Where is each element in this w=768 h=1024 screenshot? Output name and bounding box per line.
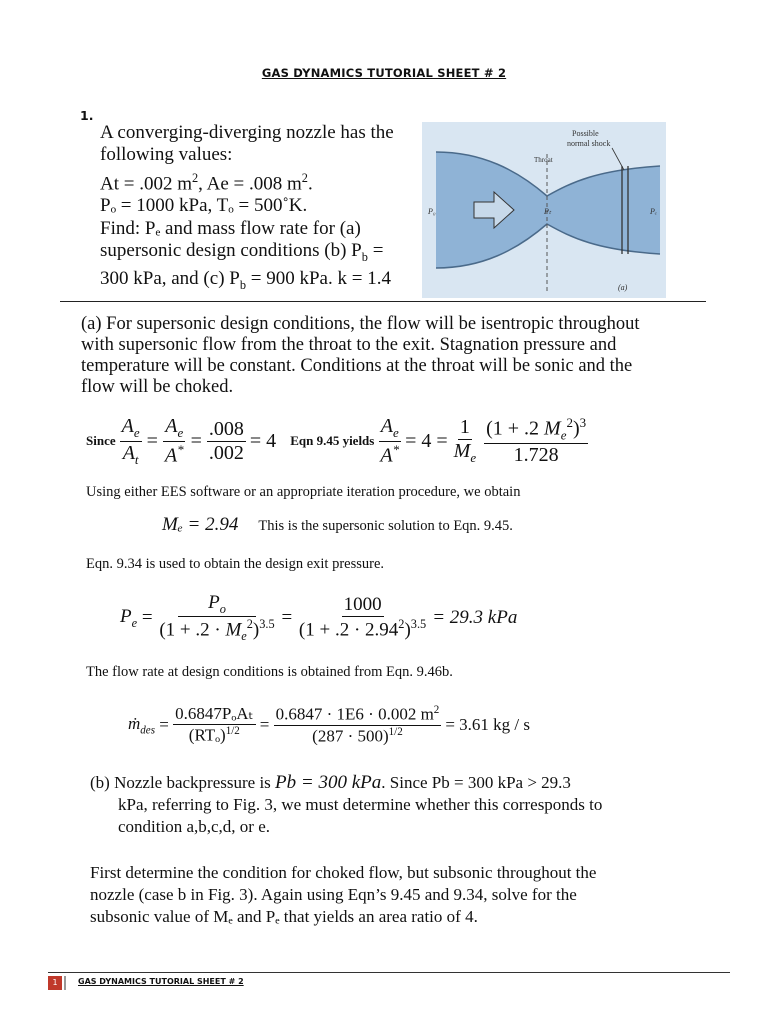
shock-label-2: normal shock	[567, 139, 611, 148]
pe-label: Pₑ	[650, 207, 657, 216]
backpressure-value: Pb = 300 kPa	[275, 772, 382, 793]
shock-label-1: Possible	[572, 129, 599, 138]
eqn934-text: Eqn. 9.34 is used to obtain the design exit pressure.	[86, 556, 385, 572]
question-line-1: A converging-diverging nozzle has the	[100, 122, 394, 143]
part-c-line-2: nozzle (case b in Fig. 3). Again using Eqn’s 9.45 and 9.34, solve for the	[90, 885, 577, 904]
question-line-7: 300 kPa, and (c) $P_b = 900$ kPa. k = 1.4	[100, 267, 391, 292]
mass-flow-equation: ṁ$_{des}$ = $\frac{\text{0.6847PₒAₜ}}{(RT_o)^{1/2}}$ = $\frac{0.6847 \cdot 1E6 \cdot 0.002 m^2}{(287 \cdot 500)^{1/2}}$ = 3.61 kg / s	[128, 703, 531, 746]
question-text	[100, 122, 420, 296]
part-a-line-4: flow will be choked.	[81, 377, 234, 397]
throat-area: At = .002 m	[100, 172, 192, 194]
part-c-line-1: First determine the condition for choked flow, but subsonic throughout the	[90, 863, 597, 882]
divider	[60, 301, 706, 302]
ees-text: Using either EES software or an appropriate iteration procedure, we obtain	[86, 484, 521, 500]
question-line-2: following values:	[100, 144, 233, 166]
footer-separator	[64, 976, 66, 990]
part-a-line-2: with supersonic flow from the throat to the exit. Stagnation pressure and	[81, 335, 617, 355]
mass-flow-result: = 3.61 kg / s	[445, 715, 531, 734]
eqn-yields-label: Eqn 9.45 yields	[290, 433, 375, 448]
part-b-line-1: (b) Nozzle backpressure is Pb = 300 kPa. Since Pb = 300 kPa > 29.3	[90, 772, 571, 793]
mach-exit-line	[162, 514, 513, 536]
question-line-4: Pₒ = 1000 kPa, Tₒ = 500˚K.	[100, 195, 308, 217]
footer-divider	[48, 972, 730, 973]
part-a-text	[81, 314, 701, 398]
question-line-5: Find: Pₑ and mass flow rate for (a)	[100, 217, 361, 239]
exit-pressure-equation: $P_e$ = $\frac{P_o}{(1 + .2 \cdot M_e^2)^{3.5}}$ = $\frac{1000}{(1 + .2 \cdot 2.94^2)^{3.5}}$ = 29.3 kPa	[120, 591, 518, 644]
exit-pressure-result: = 29.3 kPa	[432, 607, 518, 628]
footer-title: GAS DYNAMICS TUTORIAL SHEET # 2	[78, 977, 244, 986]
nozzle-figure	[422, 122, 666, 298]
question-line-6: supersonic design conditions (b) $P_b$ =	[100, 239, 384, 264]
question-number: 1.	[80, 108, 94, 123]
area-ratio-equation: Since $\frac{A_e}{A_t}$ = $\frac{A_e}{A^*}$ = $\frac{.008}{.002}$ = 4 Eqn 9.45 yields $\frac{A_e}{A^*}$ = 4 = $\frac{1}{M_e}$ $\frac{(1 + .2 M_e^2)^3}{1.728}$	[86, 414, 587, 467]
part-a-line-1: (a) For supersonic design conditions, the flow will be isentropic throughout	[81, 314, 640, 334]
figure-caption: (a)	[618, 283, 628, 292]
since-label: Since	[86, 433, 116, 448]
page-title: GAS DYNAMICS TUTORIAL SHEET # 2	[261, 66, 507, 80]
part-b-line-3: condition a,b,c,d, or e.	[118, 817, 271, 836]
pt-label: Pₜ	[544, 207, 552, 216]
p0-label: P₀	[428, 207, 436, 216]
mach-exit-note: This is the supersonic solution to Eqn. 9.45.	[258, 518, 513, 534]
throat-label: Throat	[534, 156, 553, 164]
part-c-text	[90, 862, 710, 928]
exit-area: Ae = .008 m	[206, 172, 302, 194]
part-b-line-2: kPa, referring to Fig. 3, we must determine whether this corresponds to	[118, 795, 603, 814]
part-c-line-3: subsonic value of Mₑ and Pₑ that yields an area ratio of 4.	[90, 907, 478, 926]
mach-exit-value: Mₑ = 2.94	[162, 514, 239, 535]
flow-rate-text: The flow rate at design conditions is obtained from Eqn. 9.46b.	[86, 664, 453, 680]
question-area-line: At = .002 $m^2$, Ae = .008 $m^2$.	[100, 170, 313, 194]
part-b-text	[90, 772, 710, 838]
part-a-line-3: temperature will be constant. Conditions at the throat will be sonic and the	[81, 356, 633, 376]
page-number: 1	[48, 976, 62, 990]
